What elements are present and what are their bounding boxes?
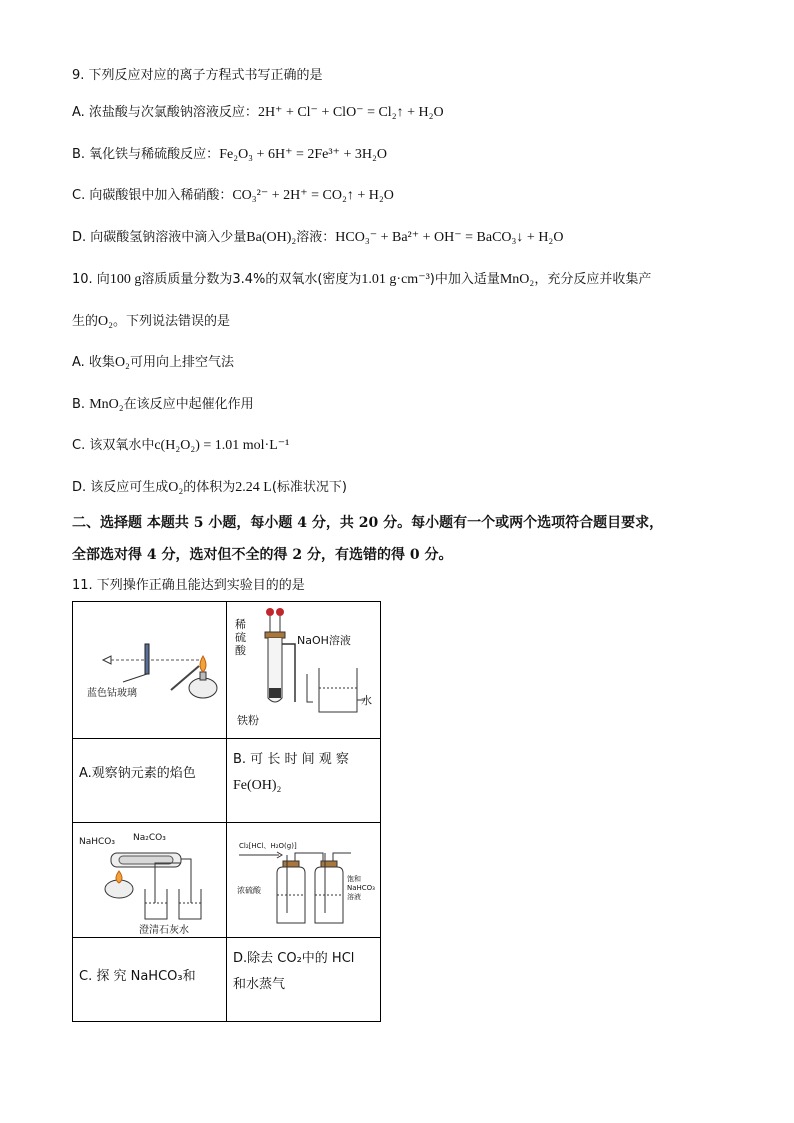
figure-b-naoh-label: NaOH溶液 (297, 634, 351, 647)
q10-d-3: 的体积为 (183, 480, 236, 495)
q11-options-table (72, 601, 381, 1022)
figure-d-sol-label: 溶液 (347, 893, 361, 901)
q9-d-reagent: Ba(OH)₂ (246, 230, 297, 245)
figure-d-gas-label: Cl₂[HCl、H₂O(g)] (239, 842, 297, 850)
flame-icon-c (116, 871, 122, 883)
caption-c: C. 探 究 NaHCO₃和 (79, 969, 196, 984)
figure-b-acid-label: 稀硫酸 (235, 618, 246, 657)
figure-b-iron-label: 铁粉 (237, 714, 259, 727)
q9-a-equation: 2H⁺ + Cl⁻ + ClO⁻ = Cl₂↑ + H₂O (257, 105, 444, 120)
flame-test-figure (73, 602, 226, 738)
q10-stem-2b: O₂ (98, 314, 114, 329)
figure-d-cell (227, 823, 381, 938)
figure-a-cell (73, 602, 227, 739)
q10-stem-1b: 100 g (109, 272, 142, 287)
q10-b-3: 在该反应中起催化作用 (123, 397, 254, 412)
caption-b (227, 739, 380, 807)
beaker-icon-c1 (145, 889, 167, 919)
q10-a-3: 可用向上排空气法 (129, 355, 234, 370)
q9-d-equation: HCO₃⁻ + Ba²⁺ + OH⁻ = BaCO₃↓ + H₂O (335, 230, 564, 245)
q10-d-2: O₂ (168, 480, 184, 495)
q9-d-label: D. 向碳酸氢钠溶液中滴入少量 (72, 230, 247, 245)
caption-d (227, 938, 380, 1006)
caption-d-cell (227, 938, 381, 1022)
q9-c-label: C. 向碳酸银中加入稀硝酸： (72, 188, 233, 203)
q10-option-b (72, 395, 254, 415)
figure-d-acid-label: 浓硫酸 (237, 886, 261, 895)
q11-stem: 11. 下列操作正确且能达到实验目的的是 (72, 578, 305, 593)
dropper-bulb-icon-2 (276, 608, 284, 616)
q9-option-c (72, 186, 394, 206)
q10-stem-1c: 溶质质量分数为3.4%的双氧水(密度为 (141, 272, 362, 287)
q9-b-label: B. 氧化铁与稀硫酸反应： (72, 147, 220, 162)
q10-option-d (72, 478, 347, 498)
beaker-icon-c2 (179, 889, 201, 919)
caption-d-line2: 和水蒸气 (233, 977, 286, 992)
figure-c-lime-label: 澄清石灰水 (139, 925, 189, 936)
figure-c-na2co3-label: Na₂CO₃ (133, 833, 166, 843)
q9-b-equation: Fe₂O₃ + 6H⁺ = 2Fe³⁺ + 3H₂O (219, 147, 387, 162)
section2-heading-line1: 二、选择题 本题共 5 小题，每小题 4 分，共 20 分。每小题有一个或两个选项符合题目要求， (72, 515, 664, 531)
figure-d-solution-label (347, 875, 375, 902)
q9-option-d (72, 228, 563, 248)
figure-d-nahco3-label: NaHCO₃ (347, 884, 375, 892)
q10-c-2: c(H₂O₂) = 1.01 mol·L⁻¹ (154, 438, 290, 453)
q10-option-c (72, 436, 289, 456)
section2-heading-line2: 全部选对得 4 分，选对但不全的得 2 分，有选错的得 0 分。 (72, 547, 453, 563)
q10-stem-1a: 10. 向 (72, 272, 110, 287)
caption-b-line2: Fe(OH)₂ (233, 778, 282, 793)
q9-option-b (72, 145, 387, 165)
q10-a-2: O₂ (114, 355, 130, 370)
dropper-bulb-icon (266, 608, 274, 616)
q10-stem-1e: )中加入适量 (429, 272, 500, 287)
stopper-icon (265, 632, 285, 638)
caption-c-cell (73, 938, 227, 1022)
q10-stem-line2 (72, 312, 230, 332)
q10-stem-line1 (72, 270, 651, 290)
q10-a-1: A. 收集 (72, 355, 115, 370)
q10-stem-2a: 生的 (72, 314, 99, 329)
figure-b-water-label: 水 (361, 694, 372, 707)
eye-icon (103, 656, 111, 664)
q10-d-5: (标准状况下) (271, 480, 348, 495)
beaker-icon (319, 668, 357, 712)
q10-stem-1g: ，充分反应并收集产 (534, 272, 652, 287)
caption-d-line1: D.除去 CO₂中的 HCl (233, 951, 355, 966)
q10-stem-2c: 。下列说法错误的是 (113, 314, 231, 329)
figure-c-cell (73, 823, 227, 938)
flame-icon (200, 656, 206, 672)
q10-c-1: C. 该双氧水中 (72, 438, 155, 453)
delivery-tube-icon (282, 644, 295, 702)
glass-pointer (123, 674, 147, 682)
caption-b-cell (227, 739, 381, 823)
q9-option-a (72, 103, 444, 123)
q10-d-1: D. 该反应可生成 (72, 480, 169, 495)
figure-a-label: 蓝色钴玻璃 (87, 688, 137, 699)
q10-stem-1d: 1.01 g·cm⁻³ (361, 272, 430, 287)
q9-stem: 9. 下列反应对应的离子方程式书写正确的是 (72, 68, 323, 83)
q10-d-4: 2.24 L (235, 480, 272, 495)
q10-b-1: B. (72, 397, 86, 412)
q9-c-equation: CO₃²⁻ + 2H⁺ = CO₂↑ + H₂O (232, 188, 394, 203)
figure-d-sat-label: 饱和 (347, 875, 361, 883)
q10-option-a (72, 353, 234, 373)
q10-stem-1f: MnO₂ (499, 272, 535, 287)
alcohol-lamp-icon (189, 678, 217, 698)
figure-c-nahco3-label: NaHCO₃ (79, 837, 115, 847)
figure-b-cell (227, 602, 381, 739)
q9-a-label: A. 浓盐酸与次氯酸钠溶液反应： (72, 105, 258, 120)
caption-a-cell (73, 739, 227, 823)
cobalt-glass-icon (145, 644, 149, 674)
iron-powder-icon (269, 688, 281, 698)
caption-b-line1: B. 可 长 时 间 观 察 (233, 752, 349, 767)
q10-b-2: MnO₂ (89, 397, 124, 412)
q9-d-label2: 溶液： (296, 230, 336, 245)
caption-a: A.观察钠元素的焰色 (79, 766, 196, 781)
